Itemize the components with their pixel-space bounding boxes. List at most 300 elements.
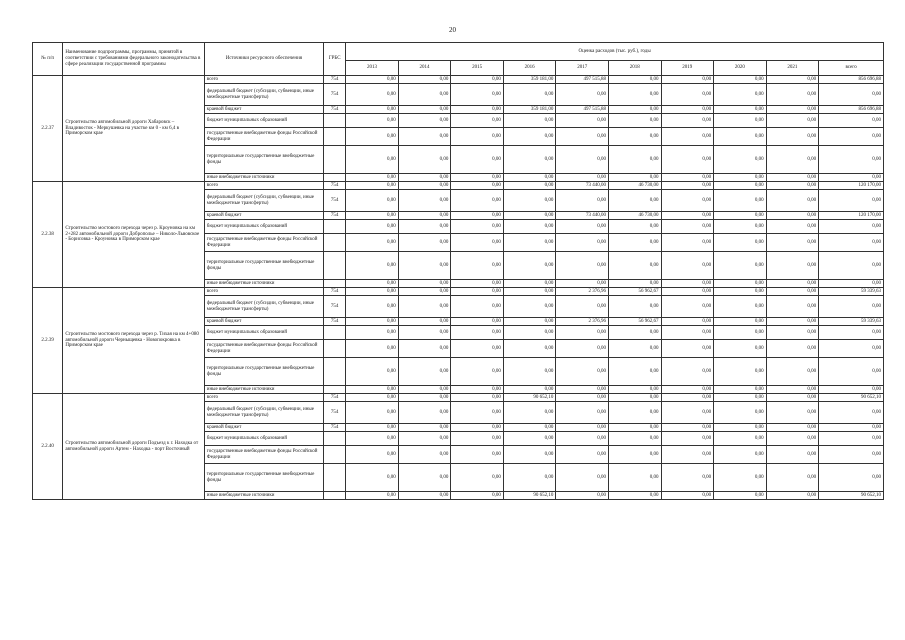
- year-value: 0,00: [766, 402, 819, 424]
- grbs-code: [324, 464, 346, 492]
- year-value: 0,00: [503, 146, 556, 174]
- year-value: 0,00: [398, 296, 451, 318]
- year-value: 0,00: [714, 212, 767, 220]
- year-value: 0,00: [451, 402, 504, 424]
- year-value: 0,00: [398, 432, 451, 446]
- year-value: 0,00: [451, 190, 504, 212]
- project-index: 2.2.37: [33, 76, 63, 182]
- year-value: 0,00: [503, 424, 556, 432]
- table-body: [33, 76, 884, 500]
- header-year: 2015: [451, 61, 504, 76]
- funding-source: бюджет муниципальных образований: [204, 220, 323, 234]
- year-value: 0,00: [556, 128, 609, 146]
- year-value: 0,00: [608, 386, 661, 394]
- year-value: 0,00: [608, 402, 661, 424]
- year-value: 0,00: [661, 280, 714, 288]
- year-value: 0,00: [714, 386, 767, 394]
- year-value: 0,00: [608, 424, 661, 432]
- year-value: 0,00: [398, 84, 451, 106]
- year-value: 0,00: [766, 146, 819, 174]
- grbs-code: 754: [324, 296, 346, 318]
- year-value: 0,00: [398, 190, 451, 212]
- grbs-code: [324, 358, 346, 386]
- year-value: 0,00: [608, 190, 661, 212]
- year-value: 0,00: [346, 492, 399, 500]
- total-value: 0,00: [819, 386, 884, 394]
- year-value: 0,00: [398, 252, 451, 280]
- total-value: 120 170,00: [819, 182, 884, 190]
- year-value: 0,00: [346, 174, 399, 182]
- project-name: Строительство автомобильной дороги Хабаровск – Владивосток - Меркушевка на участке км 0 - км 6,4 в Приморском крае: [63, 76, 204, 182]
- year-value: 0,00: [398, 340, 451, 358]
- year-value: 0,00: [714, 464, 767, 492]
- year-value: 0,00: [766, 114, 819, 128]
- year-value: 0,00: [608, 106, 661, 114]
- year-value: 0,00: [608, 326, 661, 340]
- year-value: 0,00: [451, 220, 504, 234]
- year-value: 0,00: [766, 296, 819, 318]
- funding-source: государственные внебюджетные фонды Российской Федерации: [204, 446, 323, 464]
- year-value: 0,00: [346, 358, 399, 386]
- year-value: 0,00: [556, 386, 609, 394]
- year-value: 0,00: [608, 296, 661, 318]
- year-value: 0,00: [346, 402, 399, 424]
- year-value: 0,00: [714, 446, 767, 464]
- funding-source: федеральный бюджет (субсидии, субвенции, иные межбюджетные трансферты): [204, 296, 323, 318]
- year-value: 0,00: [451, 464, 504, 492]
- year-value: 0,00: [714, 424, 767, 432]
- year-value: 0,00: [766, 106, 819, 114]
- year-value: 0,00: [398, 220, 451, 234]
- grbs-code: [324, 340, 346, 358]
- total-value: 856 696,88: [819, 76, 884, 84]
- year-value: 0,00: [503, 190, 556, 212]
- year-value: 0,00: [346, 84, 399, 106]
- grbs-code: [324, 446, 346, 464]
- year-value: 0,00: [346, 464, 399, 492]
- year-value: 0,00: [451, 252, 504, 280]
- total-value: 0,00: [819, 464, 884, 492]
- total-value: 856 696,88: [819, 106, 884, 114]
- funding-source: всего: [204, 182, 323, 190]
- year-value: 0,00: [503, 340, 556, 358]
- year-value: 0,00: [451, 446, 504, 464]
- year-value: 0,00: [346, 212, 399, 220]
- grbs-code: [324, 492, 346, 500]
- year-value: 0,00: [608, 234, 661, 252]
- year-value: 0,00: [346, 182, 399, 190]
- year-value: 0,00: [451, 114, 504, 128]
- year-value: 0,00: [661, 492, 714, 500]
- grbs-code: [324, 174, 346, 182]
- year-value: 0,00: [766, 318, 819, 326]
- year-value: 0,00: [556, 446, 609, 464]
- grbs-code: 754: [324, 84, 346, 106]
- year-value: 0,00: [556, 174, 609, 182]
- year-value: 0,00: [451, 326, 504, 340]
- year-value: 0,00: [346, 220, 399, 234]
- year-value: 359 181,00: [503, 76, 556, 84]
- year-value: 0,00: [661, 212, 714, 220]
- year-value: 0,00: [451, 234, 504, 252]
- funding-source: территориальные государственные внебюджетные фонды: [204, 252, 323, 280]
- total-value: 0,00: [819, 114, 884, 128]
- year-value: 0,00: [398, 212, 451, 220]
- total-value: 59 339,63: [819, 288, 884, 296]
- year-value: 0,00: [766, 84, 819, 106]
- year-value: 0,00: [714, 234, 767, 252]
- year-value: 0,00: [451, 318, 504, 326]
- total-value: 0,00: [819, 220, 884, 234]
- year-value: 0,00: [661, 114, 714, 128]
- header-year: 2020: [714, 61, 767, 76]
- header-num: № п/п: [33, 43, 63, 76]
- year-value: 0,00: [346, 340, 399, 358]
- year-value: 0,00: [661, 234, 714, 252]
- year-value: 0,00: [661, 182, 714, 190]
- year-value: 0,00: [503, 252, 556, 280]
- year-value: 0,00: [608, 492, 661, 500]
- year-value: 90 652,10: [503, 492, 556, 500]
- year-value: 0,00: [346, 296, 399, 318]
- year-value: 0,00: [714, 432, 767, 446]
- year-value: 0,00: [608, 280, 661, 288]
- grbs-code: [324, 386, 346, 394]
- funding-source: государственные внебюджетные фонды Российской Федерации: [204, 234, 323, 252]
- year-value: 0,00: [451, 212, 504, 220]
- year-value: 0,00: [661, 106, 714, 114]
- year-value: 0,00: [556, 402, 609, 424]
- funding-source: иные внебюджетные источники: [204, 280, 323, 288]
- year-value: 0,00: [503, 84, 556, 106]
- year-value: 0,00: [503, 114, 556, 128]
- year-value: 0,00: [503, 288, 556, 296]
- total-value: 0,00: [819, 234, 884, 252]
- year-value: 0,00: [766, 220, 819, 234]
- year-value: 0,00: [503, 212, 556, 220]
- year-value: 0,00: [398, 386, 451, 394]
- year-value: 0,00: [503, 128, 556, 146]
- year-value: 0,00: [556, 394, 609, 402]
- year-value: 0,00: [766, 128, 819, 146]
- project-name: Строительство мостового перехода через р. Тихая на км 4+080 автомобильной дороги Черныщевка - Новопокровка в Приморском крае: [63, 288, 204, 394]
- year-value: 0,00: [766, 358, 819, 386]
- year-value: 0,00: [661, 464, 714, 492]
- grbs-code: 754: [324, 212, 346, 220]
- year-value: 0,00: [766, 182, 819, 190]
- year-value: 0,00: [714, 326, 767, 340]
- year-value: 0,00: [661, 146, 714, 174]
- total-value: 0,00: [819, 252, 884, 280]
- table-head: [33, 43, 884, 76]
- year-value: 0,00: [661, 220, 714, 234]
- year-value: 0,00: [503, 174, 556, 182]
- grbs-code: 754: [324, 76, 346, 84]
- year-value: 0,00: [398, 280, 451, 288]
- grbs-code: 754: [324, 190, 346, 212]
- year-value: 0,00: [556, 146, 609, 174]
- year-value: 46 730,00: [608, 182, 661, 190]
- year-value: 0,00: [661, 424, 714, 432]
- year-value: 0,00: [451, 128, 504, 146]
- project-index: 2.2.40: [33, 394, 63, 500]
- table-row: [33, 288, 884, 296]
- year-value: 0,00: [714, 190, 767, 212]
- year-value: 0,00: [398, 492, 451, 500]
- header-year: 2018: [608, 61, 661, 76]
- year-value: 0,00: [346, 106, 399, 114]
- year-value: 0,00: [451, 432, 504, 446]
- year-value: 0,00: [714, 252, 767, 280]
- grbs-code: [324, 326, 346, 340]
- year-value: 0,00: [661, 394, 714, 402]
- year-value: 0,00: [766, 76, 819, 84]
- year-value: 0,00: [503, 464, 556, 492]
- funding-source: краевой бюджет: [204, 212, 323, 220]
- year-value: 0,00: [661, 190, 714, 212]
- funding-source: бюджет муниципальных образований: [204, 432, 323, 446]
- year-value: 0,00: [661, 446, 714, 464]
- funding-source: федеральный бюджет (субсидии, субвенции, иные межбюджетные трансферты): [204, 84, 323, 106]
- total-value: 59 339,63: [819, 318, 884, 326]
- funding-source: всего: [204, 288, 323, 296]
- year-value: 0,00: [714, 492, 767, 500]
- year-value: 0,00: [661, 174, 714, 182]
- year-value: 0,00: [766, 492, 819, 500]
- year-value: 0,00: [714, 288, 767, 296]
- year-value: 497 515,88: [556, 76, 609, 84]
- year-value: 0,00: [714, 76, 767, 84]
- funding-source: территориальные государственные внебюджетные фонды: [204, 146, 323, 174]
- year-value: 56 962,67: [608, 288, 661, 296]
- year-value: 0,00: [608, 76, 661, 84]
- grbs-code: [324, 128, 346, 146]
- grbs-code: [324, 146, 346, 174]
- year-value: 0,00: [398, 358, 451, 386]
- year-value: 0,00: [346, 386, 399, 394]
- year-value: 0,00: [398, 234, 451, 252]
- year-value: 2 376,96: [556, 288, 609, 296]
- project-name: Строительство автомобильной дороги Подъезд к г. Находка от автомобильной дороги Артем - Находка - порт Восточный: [63, 394, 204, 500]
- year-value: 0,00: [556, 296, 609, 318]
- year-value: 0,00: [556, 358, 609, 386]
- year-value: 0,00: [714, 174, 767, 182]
- year-value: 0,00: [608, 146, 661, 174]
- year-value: 0,00: [661, 340, 714, 358]
- grbs-code: 754: [324, 424, 346, 432]
- year-value: 0,00: [556, 84, 609, 106]
- table-row: [33, 394, 884, 402]
- funding-source: всего: [204, 76, 323, 84]
- year-value: 0,00: [503, 446, 556, 464]
- year-value: 0,00: [661, 296, 714, 318]
- year-value: 0,00: [451, 280, 504, 288]
- year-value: 0,00: [556, 432, 609, 446]
- funding-source: краевой бюджет: [204, 106, 323, 114]
- year-value: 0,00: [556, 252, 609, 280]
- funding-source: федеральный бюджет (субсидии, субвенции, иные межбюджетные трансферты): [204, 190, 323, 212]
- year-value: 0,00: [398, 446, 451, 464]
- year-value: 0,00: [346, 114, 399, 128]
- header-source: Источники ресурсного обеспечения: [204, 43, 323, 76]
- year-value: 0,00: [556, 492, 609, 500]
- year-value: 0,00: [398, 106, 451, 114]
- year-value: 0,00: [346, 76, 399, 84]
- year-value: 0,00: [503, 234, 556, 252]
- year-value: 56 962,67: [608, 318, 661, 326]
- year-value: 0,00: [451, 358, 504, 386]
- year-value: 0,00: [346, 446, 399, 464]
- total-value: 0,00: [819, 432, 884, 446]
- year-value: 0,00: [661, 358, 714, 386]
- year-value: 0,00: [503, 358, 556, 386]
- year-value: 0,00: [661, 432, 714, 446]
- grbs-code: [324, 114, 346, 128]
- year-value: 0,00: [766, 280, 819, 288]
- total-value: 0,00: [819, 84, 884, 106]
- year-value: 0,00: [503, 326, 556, 340]
- year-value: 0,00: [398, 174, 451, 182]
- header-year: 2014: [398, 61, 451, 76]
- total-value: 0,00: [819, 340, 884, 358]
- year-value: 0,00: [608, 84, 661, 106]
- year-value: 0,00: [398, 326, 451, 340]
- year-value: 0,00: [766, 424, 819, 432]
- funding-source: краевой бюджет: [204, 424, 323, 432]
- year-value: 0,00: [661, 252, 714, 280]
- year-value: 0,00: [766, 288, 819, 296]
- funding-source: бюджет муниципальных образований: [204, 326, 323, 340]
- year-value: 0,00: [451, 424, 504, 432]
- year-value: 0,00: [556, 464, 609, 492]
- year-value: 0,00: [608, 464, 661, 492]
- year-value: 0,00: [451, 182, 504, 190]
- year-value: 0,00: [608, 394, 661, 402]
- year-value: 0,00: [714, 340, 767, 358]
- year-value: 0,00: [556, 220, 609, 234]
- project-index: 2.2.39: [33, 288, 63, 394]
- grbs-code: [324, 280, 346, 288]
- year-value: 0,00: [766, 174, 819, 182]
- year-value: 0,00: [556, 114, 609, 128]
- year-value: 0,00: [503, 318, 556, 326]
- year-value: 0,00: [451, 146, 504, 174]
- year-value: 0,00: [398, 114, 451, 128]
- grbs-code: [324, 234, 346, 252]
- year-value: 0,00: [346, 424, 399, 432]
- funding-source: иные внебюджетные источники: [204, 174, 323, 182]
- year-value: 0,00: [766, 432, 819, 446]
- year-value: 0,00: [766, 326, 819, 340]
- year-value: 0,00: [398, 146, 451, 174]
- header-grbs: ГРБС: [324, 43, 346, 76]
- year-value: 0,00: [661, 318, 714, 326]
- funding-source: всего: [204, 394, 323, 402]
- year-value: 0,00: [714, 220, 767, 234]
- funding-source: государственные внебюджетные фонды Российской Федерации: [204, 340, 323, 358]
- year-value: 0,00: [714, 394, 767, 402]
- total-value: 90 652,10: [819, 492, 884, 500]
- header-year: 2021: [766, 61, 819, 76]
- year-value: 0,00: [346, 280, 399, 288]
- table-row: [33, 182, 884, 190]
- year-value: 0,00: [766, 394, 819, 402]
- grbs-code: 754: [324, 182, 346, 190]
- year-value: 0,00: [398, 424, 451, 432]
- year-value: 0,00: [556, 234, 609, 252]
- year-value: 0,00: [766, 446, 819, 464]
- year-value: 0,00: [503, 280, 556, 288]
- year-value: 497 515,88: [556, 106, 609, 114]
- year-value: 0,00: [608, 128, 661, 146]
- year-value: 90 652,10: [503, 394, 556, 402]
- header-total: всего: [819, 61, 884, 76]
- total-value: 0,00: [819, 146, 884, 174]
- project-index: 2.2.38: [33, 182, 63, 288]
- year-value: 0,00: [608, 340, 661, 358]
- year-value: 0,00: [346, 326, 399, 340]
- year-value: 0,00: [714, 84, 767, 106]
- year-value: 0,00: [398, 318, 451, 326]
- year-value: 0,00: [766, 386, 819, 394]
- year-value: 0,00: [346, 128, 399, 146]
- year-value: 0,00: [503, 220, 556, 234]
- year-value: 0,00: [714, 296, 767, 318]
- year-value: 0,00: [451, 296, 504, 318]
- year-value: 46 730,00: [608, 212, 661, 220]
- grbs-code: [324, 220, 346, 234]
- year-value: 0,00: [608, 174, 661, 182]
- year-value: 0,00: [661, 386, 714, 394]
- year-value: 0,00: [714, 318, 767, 326]
- grbs-code: [324, 252, 346, 280]
- year-value: 0,00: [556, 326, 609, 340]
- year-value: 0,00: [661, 326, 714, 340]
- year-value: 0,00: [346, 146, 399, 174]
- year-value: 0,00: [451, 106, 504, 114]
- year-value: 0,00: [556, 280, 609, 288]
- funding-source: территориальные государственные внебюджетные фонды: [204, 464, 323, 492]
- year-value: 0,00: [398, 464, 451, 492]
- year-value: 0,00: [766, 340, 819, 358]
- header-year: 2019: [661, 61, 714, 76]
- grbs-code: [324, 432, 346, 446]
- year-value: 0,00: [503, 402, 556, 424]
- year-value: 0,00: [398, 182, 451, 190]
- total-value: 0,00: [819, 358, 884, 386]
- year-value: 0,00: [714, 146, 767, 174]
- total-value: 0,00: [819, 128, 884, 146]
- year-value: 0,00: [451, 492, 504, 500]
- year-value: 0,00: [503, 386, 556, 394]
- year-value: 0,00: [451, 84, 504, 106]
- page-number: 20: [449, 26, 456, 34]
- year-value: 0,00: [766, 212, 819, 220]
- grbs-code: 754: [324, 106, 346, 114]
- funding-source: иные внебюджетные источники: [204, 386, 323, 394]
- year-value: 0,00: [766, 234, 819, 252]
- year-value: 0,00: [346, 318, 399, 326]
- year-value: 0,00: [608, 432, 661, 446]
- year-value: 0,00: [398, 402, 451, 424]
- year-value: 0,00: [346, 394, 399, 402]
- year-value: 0,00: [451, 76, 504, 84]
- year-value: 0,00: [503, 182, 556, 190]
- year-value: 0,00: [398, 394, 451, 402]
- total-value: 0,00: [819, 424, 884, 432]
- year-value: 0,00: [451, 288, 504, 296]
- year-value: 0,00: [714, 402, 767, 424]
